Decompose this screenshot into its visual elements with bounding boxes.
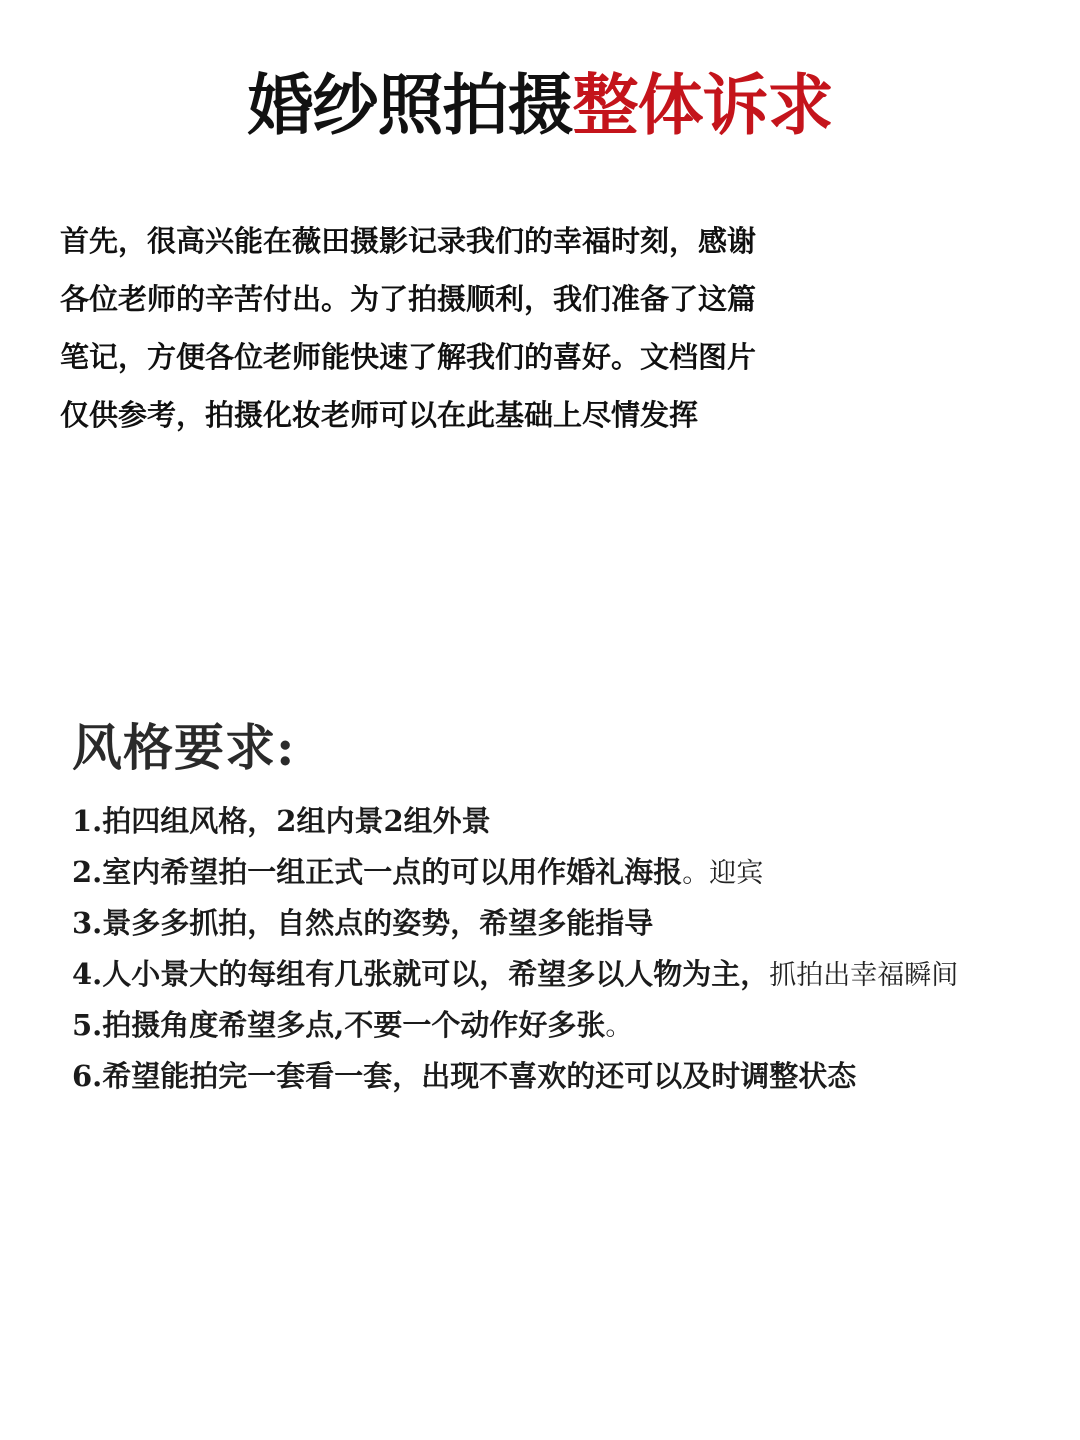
page-title-main: 婚纱照拍摄 [247,66,573,144]
requirement-text: 2.室内希望拍一组正式一点的可以用作婚礼海报 [72,855,683,889]
intro-line: 各位老师的辛苦付出。为了拍摄顺利，我们准备了这篇 [60,282,757,316]
requirement-item-2 [72,847,1072,898]
style-requirements-heading: 风格要求: [72,718,296,777]
page-title [0,62,1080,148]
intro-line: 笔记，方便各位老师能快速了解我们的喜好。文档图片 [60,340,757,374]
style-requirements-list [72,796,1072,1102]
requirement-item-6 [72,1051,1072,1102]
intro-line: 仅供参考，拍摄化妆老师可以在此基础上尽情发挥 [60,398,699,432]
requirement-item-3 [72,898,1072,949]
requirement-text: 4.人小景大的每组有几张就可以，希望多以人物为主， [72,957,770,991]
intro-paragraph [60,212,835,444]
requirement-item-1 [72,796,1072,847]
requirement-extra-text: 。迎宾 [682,858,764,889]
intro-line: 首先，很高兴能在薇田摄影记录我们的幸福时刻，感谢 [60,224,757,258]
requirement-text: 5.拍摄角度希望多点,不要一个动作好多张 [72,1008,606,1042]
requirement-item-4 [72,949,1072,1000]
requirement-text: 3.景多多抓拍，自然点的姿势，希望多能指导 [72,906,654,940]
requirement-text: 6.希望能拍完一套看一套，出现不喜欢的还可以及时调整状态 [72,1059,857,1093]
page-title-accent: 整体诉求 [572,66,833,144]
requirement-extra-text: 抓拍出幸福瞬间 [769,960,959,991]
requirement-extra-text: 。 [605,1011,633,1042]
requirement-text: 1.拍四组风格，2组内景2组外景 [72,804,491,838]
requirement-item-5 [72,1000,1072,1051]
